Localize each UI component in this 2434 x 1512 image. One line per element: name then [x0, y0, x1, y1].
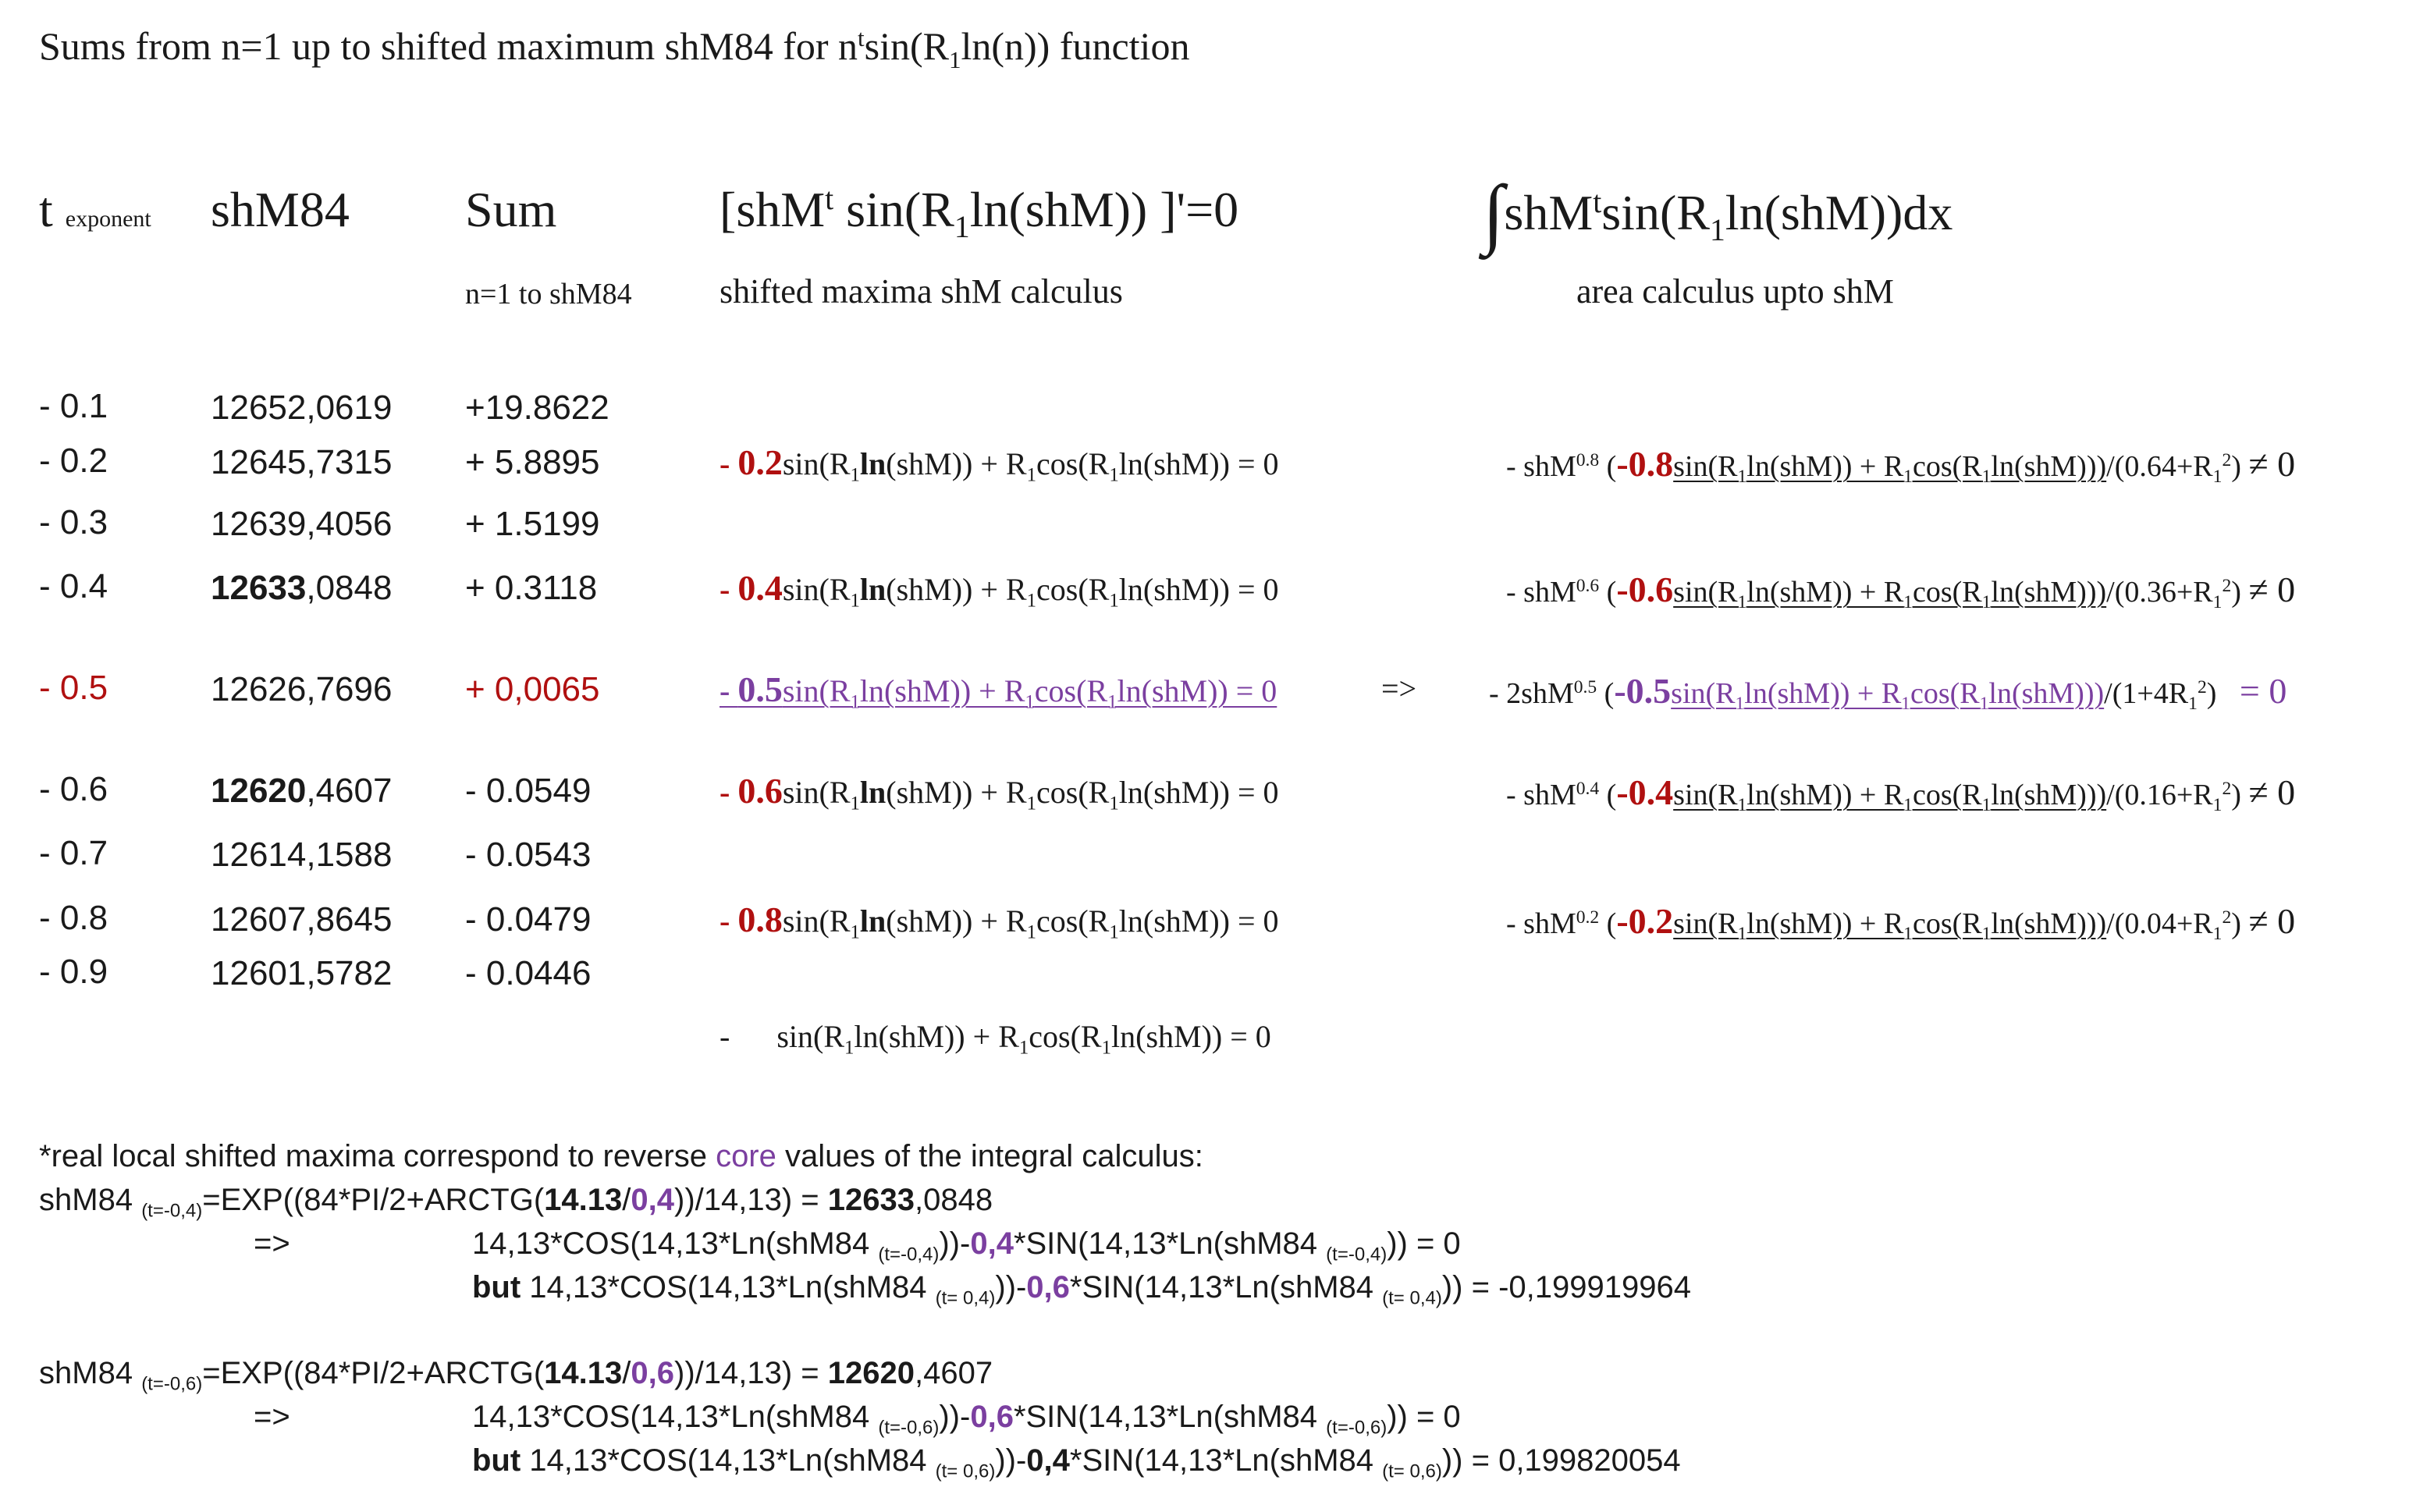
- derivative-equation-limit: - $\sin(R_1\ln(shM)) + R_1\cos(R_1\ln(shM)) = 0$: [720, 1019, 1271, 1059]
- header-integral: $\int shM^t\sin(R_1\ln(shM))dx$: [1483, 169, 1953, 256]
- note-block1-line2: 14,13*COS(14,13*Ln(shM84 $_{(t=-0,4)}$))-0,4*SIN(14,13*Ln(shM84 $_{(t=-0,4)}$)) = 0: [472, 1226, 1461, 1265]
- row-t: - 0.7: [39, 834, 108, 872]
- row-shm84: 12620,4607: [211, 772, 393, 810]
- header-sum: Sum: [465, 182, 557, 237]
- row-t: - 0.2: [39, 442, 108, 480]
- header-sum-range: n=1 to shM84: [465, 278, 632, 311]
- row-shm84: 12645,7315: [211, 443, 393, 481]
- note-intro: *real local shifted maxima correspond to reverse core values of the integral calculus:: [39, 1139, 1203, 1173]
- row-t: - 0.4: [39, 567, 108, 605]
- row-t: - 0.1: [39, 387, 108, 425]
- row-t: - 0.9: [39, 953, 108, 991]
- implies-arrow: =>: [1381, 671, 1417, 706]
- derivative-equation: - $0.4\sin(R_1\ln(shM)) + R_1\cos(R_1\ln(shM)) = 0$: [720, 568, 1279, 612]
- row-shm84: 12639,4056: [211, 505, 393, 543]
- note-block2-line2: 14,13*COS(14,13*Ln(shM84 $_{(t=-0,6)}$))-0,6*SIN(14,13*Ln(shM84 $_{(t=-0,6)}$)) = 0: [472, 1400, 1461, 1439]
- row-sum: + 5.8895: [465, 443, 600, 481]
- note-block2-line3: but 14,13*COS(14,13*Ln(shM84 $_{(t= 0,6)}$))-0,4*SIN(14,13*Ln(shM84 $_{(t= 0,6)}$)) = 0,199820054: [472, 1443, 1681, 1482]
- note-block1-line3: but 14,13*COS(14,13*Ln(shM84 $_{(t= 0,4)}$))-0,6*SIN(14,13*Ln(shM84 $_{(t= 0,4)}$)) = -0,199919964: [472, 1270, 1691, 1309]
- integral-equation-highlighted: - 2shM$^{0.5}$ $(-0.5\sin(R_1\ln(shM)) + R_1\cos(R_1\ln(shM)))/(1+4R_1^2) = 0$: [1489, 671, 2287, 715]
- row-shm84: 12652,0619: [211, 389, 393, 427]
- row-t: - 0.5: [39, 669, 108, 707]
- row-sum: +19.8622: [465, 389, 609, 427]
- row-sum: - 0.0549: [465, 772, 592, 810]
- row-sum: - 0.0446: [465, 954, 592, 992]
- note-block1-arrow: =>: [254, 1226, 290, 1261]
- header-integral-caption: area calculus upto shM: [1576, 272, 1894, 311]
- row-t: - 0.3: [39, 503, 108, 541]
- row-shm84: 12626,7696: [211, 670, 393, 708]
- row-shm84: 12601,5782: [211, 954, 393, 992]
- integral-equation: - shM$^{0.4}$ $(-0.4\sin(R_1\ln(shM)) + R_1\cos(R_1\ln(shM)))/(0.16+R_1^2) \ne 0$: [1506, 772, 2296, 816]
- derivative-equation-highlighted: - $0.5\sin(R_1\ln(shM)) + R_1\cos(R_1\ln(shM)) = 0$: [720, 669, 1277, 713]
- row-t: - 0.8: [39, 899, 108, 937]
- row-sum: + 0,0065: [465, 670, 600, 708]
- row-shm84: 12614,1588: [211, 836, 393, 874]
- header-t-exponent: t exponent: [39, 182, 151, 237]
- header-shm84: shM84: [211, 182, 350, 237]
- row-shm84: 12607,8645: [211, 900, 393, 939]
- note-block2-line1: shM84 $_{(t=-0,6)}$=EXP((84*PI/2+ARCTG(14.13/0,6))/14,13) = 12620,4607: [39, 1356, 993, 1395]
- derivative-equation: - $0.6\sin(R_1\ln(shM)) + R_1\cos(R_1\ln(shM)) = 0$: [720, 771, 1279, 815]
- derivative-equation: - $0.2\sin(R_1\ln(shM)) + R_1\cos(R_1\ln(shM)) = 0$: [720, 442, 1279, 486]
- header-derivative: [shM$^t$ $\sin(R_1\ln(shM))$ ]'=0: [720, 182, 1239, 244]
- header-derivative-caption: shifted maxima shM calculus: [720, 272, 1123, 311]
- integral-equation: - shM$^{0.8}$ $(-0.8\sin(R_1\ln(shM)) + R_1\cos(R_1\ln(shM)))/(0.64+R_1^2) \ne 0$: [1506, 444, 2296, 488]
- row-shm84: 12633,0848: [211, 569, 393, 607]
- integral-symbol: ∫: [1483, 169, 1505, 256]
- row-sum: - 0.0543: [465, 836, 592, 874]
- derivative-equation: - $0.8\sin(R_1\ln(shM)) + R_1\cos(R_1\ln(shM)) = 0$: [720, 900, 1279, 943]
- note-block2-arrow: =>: [254, 1400, 290, 1434]
- page-title: Sums from n=1 up to shifted maximum shM84 for $n^t\sin(R_1\ln(n))$ function: [39, 23, 1190, 73]
- row-t: - 0.6: [39, 770, 108, 808]
- row-sum: + 0.3118: [465, 569, 598, 607]
- row-sum: + 1.5199: [465, 505, 600, 543]
- row-sum: - 0.0479: [465, 900, 592, 939]
- integral-equation: - shM$^{0.6}$ $(-0.6\sin(R_1\ln(shM)) + R_1\cos(R_1\ln(shM)))/(0.36+R_1^2) \ne 0$: [1506, 570, 2296, 613]
- note-block1-line1: shM84 $_{(t=-0,4)}$=EXP((84*PI/2+ARCTG(14.13/0,4))/14,13) = 12633,0848: [39, 1183, 993, 1222]
- integral-equation: - shM$^{0.2}$ $(-0.2\sin(R_1\ln(shM)) + R_1\cos(R_1\ln(shM)))/(0.04+R_1^2) \ne 0$: [1506, 901, 2296, 945]
